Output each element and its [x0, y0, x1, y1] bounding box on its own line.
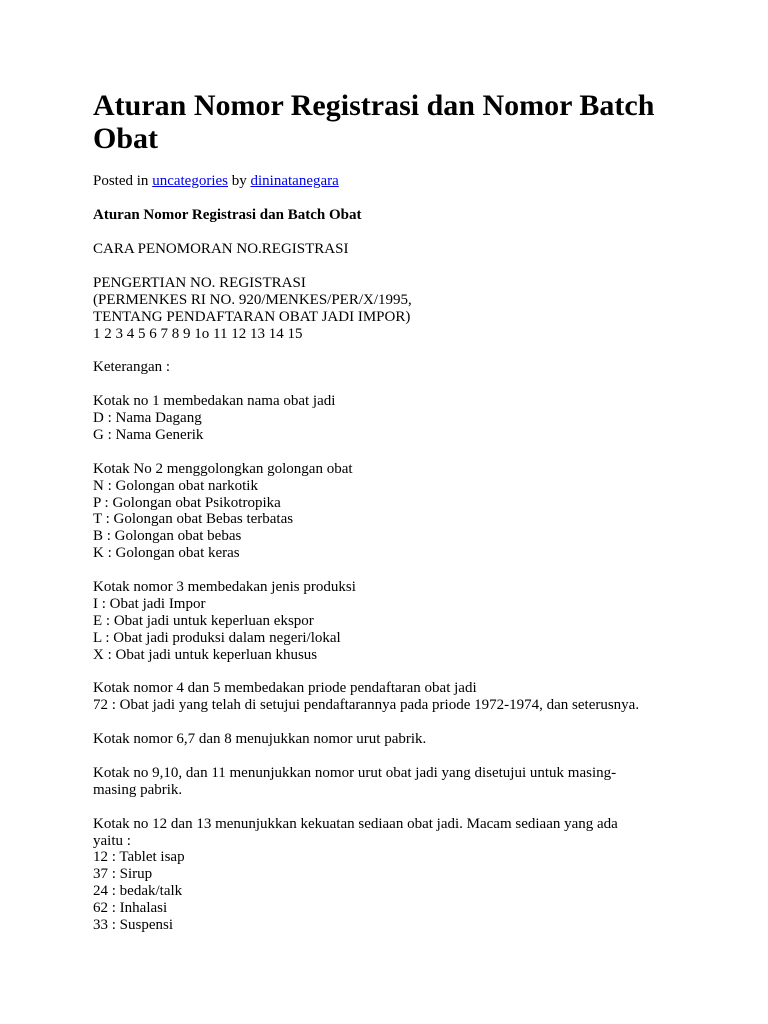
text-line: T : Golongan obat Bebas terbatas	[93, 511, 294, 528]
text-line: N : Golongan obat narkotik	[93, 477, 258, 494]
paragraph	[93, 275, 673, 343]
document-page	[93, 88, 673, 951]
text-line: masing pabrik.	[93, 781, 183, 798]
text-line: 37 : Sirup	[93, 866, 153, 883]
article-subheading: Aturan Nomor Registrasi dan Batch Obat	[93, 207, 362, 223]
text-line: Kotak nomor 4 dan 5 membedakan priode pendaftaran obat jadi	[93, 680, 477, 697]
text-line: 62 : Inhalasi	[93, 900, 168, 917]
paragraph	[93, 731, 673, 748]
text-line: E : Obat jadi untuk keperluan ekspor	[93, 612, 314, 629]
text-line: CARA PENOMORAN NO.REGISTRASI	[93, 241, 349, 257]
author-link[interactable]: dininatanegara	[250, 173, 339, 189]
text-line: Keterangan :	[93, 359, 171, 376]
text-line: P : Golongan obat Psikotropika	[93, 494, 281, 511]
posted-in-label: Posted in	[93, 173, 149, 189]
text-line: TENTANG PENDAFTARAN OBAT JADI IMPOR)	[93, 308, 411, 325]
text-line: 1 2 3 4 5 6 7 8 9 1o 11 12 13 14 15	[93, 325, 303, 342]
text-line: 33 : Suspensi	[93, 917, 174, 934]
text-line: 12 : Tablet isap	[93, 849, 185, 866]
text-line: PENGERTIAN NO. REGISTRASI	[93, 274, 306, 291]
paragraph	[93, 359, 673, 376]
text-line: G : Nama Generik	[93, 426, 204, 443]
by-label: by	[231, 173, 247, 189]
text-line: Kotak no 1 membedakan nama obat jadi	[93, 393, 336, 410]
text-line: B : Golongan obat bebas	[93, 528, 242, 545]
paragraph	[93, 816, 673, 934]
text-line: Kotak No 2 menggolongkan golongan obat	[93, 460, 353, 477]
paragraph	[93, 579, 673, 664]
article-body	[93, 241, 673, 934]
paragraph	[93, 765, 673, 799]
post-meta	[93, 173, 673, 190]
paragraph	[93, 393, 673, 444]
text-line: K : Golongan obat keras	[93, 545, 240, 562]
text-line: Kotak no 12 dan 13 menunjukkan kekuatan sediaan obat jadi. Macam sediaan yang ada	[93, 815, 618, 832]
text-line: I : Obat jadi Impor	[93, 595, 206, 612]
text-line: Kotak no 9,10, dan 11 menunjukkan nomor urut obat jadi yang disetujui untuk masing-	[93, 764, 617, 781]
text-line: yaitu :	[93, 832, 131, 849]
text-line: 24 : bedak/talk	[93, 883, 183, 900]
paragraph	[93, 461, 673, 562]
text-line: 72 : Obat jadi yang telah di setujui pendaftarannya pada priode 1972-1974, dan seterusnya.	[93, 697, 640, 714]
category-link[interactable]: uncategories	[152, 173, 228, 189]
text-line: Kotak nomor 6,7 dan 8 menujukkan nomor urut pabrik.	[93, 731, 427, 748]
text-line: Kotak nomor 3 membedakan jenis produksi	[93, 579, 356, 596]
text-line: D : Nama Dagang	[93, 410, 202, 427]
text-line: X : Obat jadi untuk keperluan khusus	[93, 646, 318, 663]
paragraph	[93, 680, 673, 714]
text-line: (PERMENKES RI NO. 920/MENKES/PER/X/1995,	[93, 291, 412, 308]
page-title: Aturan Nomor Registrasi dan Nomor Batch Obat	[93, 89, 655, 155]
paragraph	[93, 241, 673, 258]
text-line: L : Obat jadi produksi dalam negeri/lokal	[93, 629, 341, 646]
